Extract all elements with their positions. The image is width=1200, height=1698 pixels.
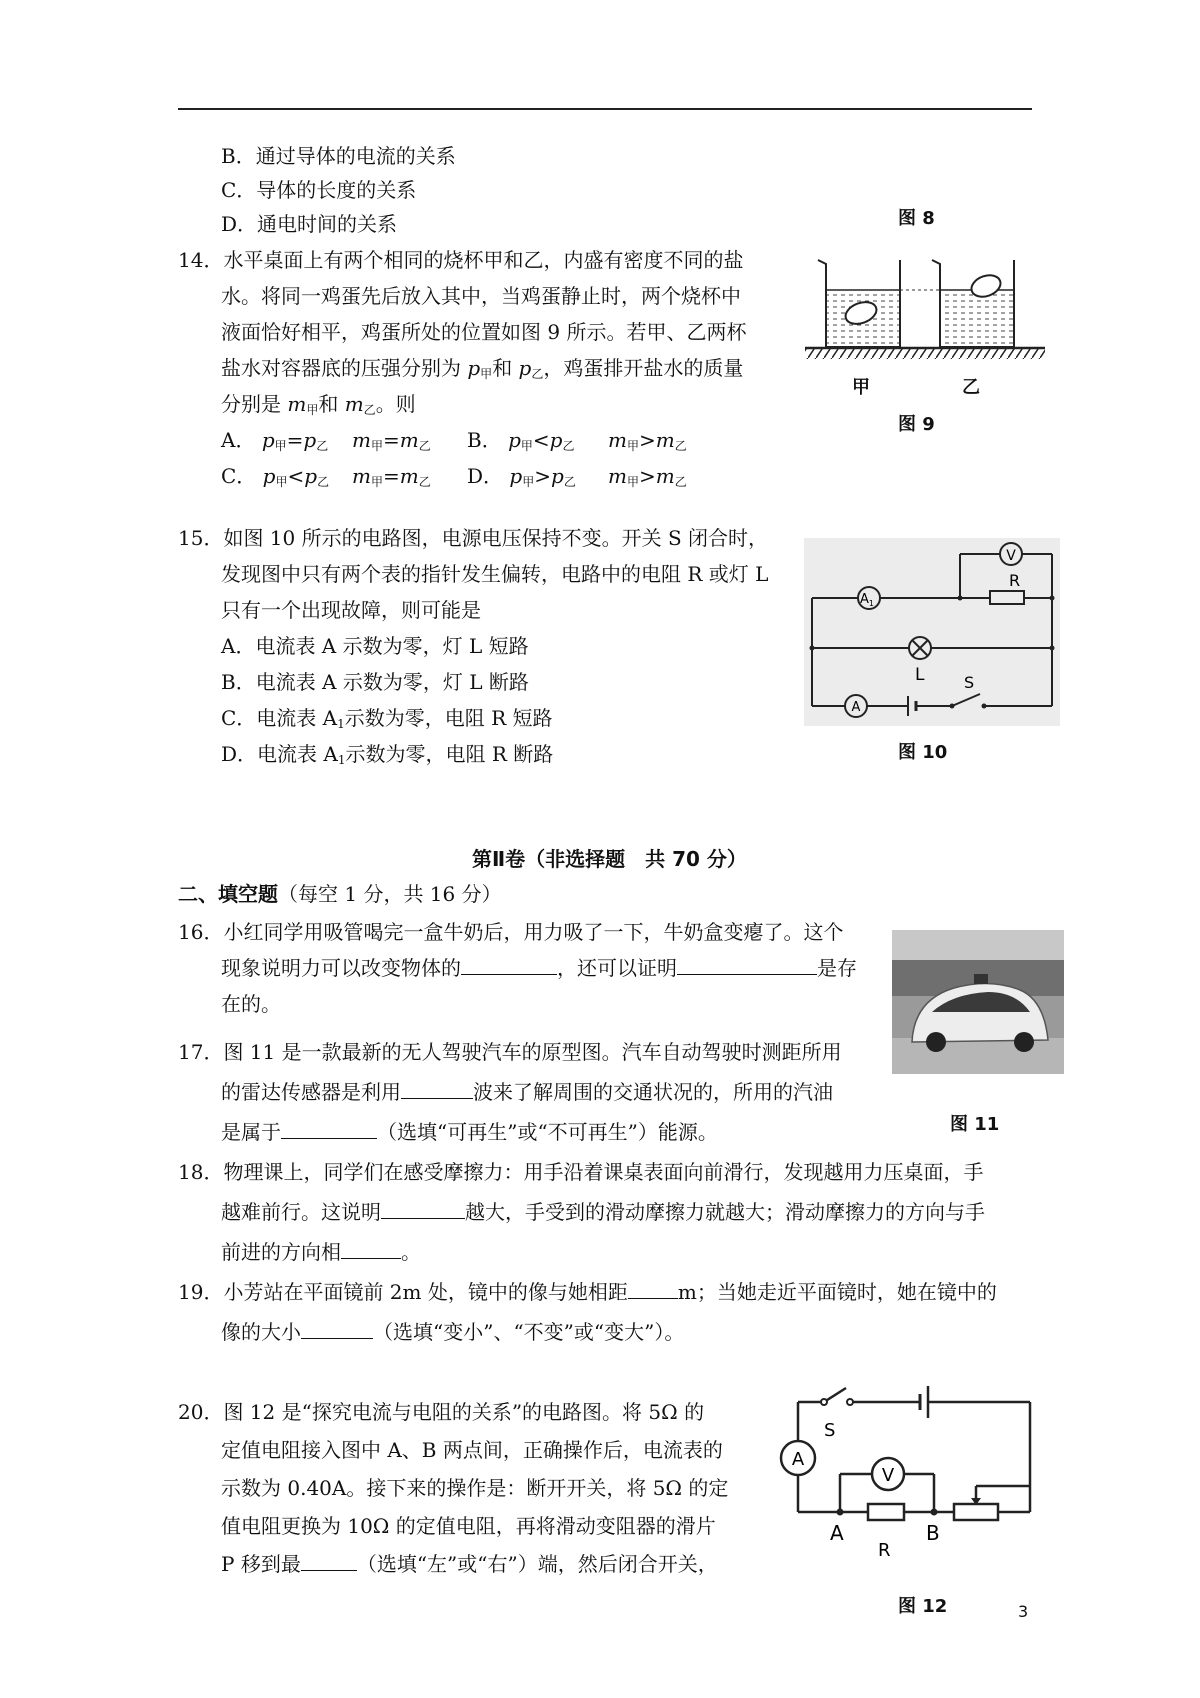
fig8-caption: 图 8 bbox=[898, 208, 935, 229]
q15-option-c: C．电流表 $A_1$示数为零，电阻 R 短路 bbox=[221, 706, 553, 731]
q14-option-a-mass: $m_甲=m_乙$ bbox=[352, 428, 431, 453]
fig12-circuit bbox=[778, 1380, 1040, 1575]
q18-line1: 18．物理课上，同学们在感受摩擦力：用手沿着课桌表面向前滑行，发现越用力压桌面，手 bbox=[178, 1160, 984, 1184]
fig10-voltmeter-label: V bbox=[1006, 548, 1016, 564]
q15-option-a: A．电流表 A 示数为零，灯 L 短路 bbox=[221, 634, 529, 658]
q14-line4: 盐水对容器底的压强分别为 $p_甲$和 $p_乙$，鸡蛋排开盐水的质量 bbox=[221, 356, 744, 381]
fig10-ammeter-a1-label: $A_1$ bbox=[860, 592, 874, 608]
q17-line2: 的雷达传感器是利用 波来了解周围的交通状况的，所用的汽油 bbox=[221, 1080, 833, 1104]
fig10-switch-label: S bbox=[964, 673, 975, 692]
page-number: 3 bbox=[1018, 1602, 1029, 1621]
q14-option-a: A． $p_甲=p_乙$ bbox=[221, 428, 329, 453]
fig10-lamp-label: L bbox=[915, 665, 925, 685]
q14-line2: 水。将同一鸡蛋先后放入其中，当鸡蛋静止时，两个烧杯中 bbox=[221, 284, 741, 308]
fig9-label-yi: 乙 bbox=[962, 377, 980, 398]
fig12-point-b-label: B bbox=[926, 1521, 940, 1545]
q18-line2: 越难前行。这说明 越大，手受到的滑动摩擦力就越大；滑动摩擦力的方向与手 bbox=[221, 1200, 985, 1224]
q16-line2: 现象说明力可以改变物体的 ，还可以证明 是存 bbox=[221, 956, 857, 980]
q14-line1: 14．水平桌面上有两个相同的烧杯甲和乙，内盛有密度不同的盐 bbox=[178, 248, 744, 272]
q18-line3: 前进的方向相 。 bbox=[221, 1240, 421, 1264]
q14-line3: 液面恰好相平，鸡蛋所处的位置如图 9 所示。若甲、乙两杯 bbox=[221, 320, 747, 344]
q14-option-c-mass: $m_甲=m_乙$ bbox=[352, 464, 431, 489]
q17-line3: 是属于 （选填“可再生”或“不可再生”）能源。 bbox=[221, 1120, 718, 1144]
fig12-point-a-label: A bbox=[830, 1521, 844, 1545]
q20-line4: 值电阻更换为 10Ω 的定值电阻，再将滑动变阻器的滑片 bbox=[221, 1514, 716, 1538]
q15-line1: 15．如图 10 所示的电路图，电源电压保持不变。开关 S 闭合时， bbox=[178, 526, 769, 550]
q13-option-c: C．导体的长度的关系 bbox=[221, 178, 417, 202]
q13-option-d: D．通电时间的关系 bbox=[221, 212, 398, 236]
q14-option-d: D． $p_甲>p_乙$ bbox=[467, 464, 576, 489]
fig9-label-jia: 甲 bbox=[852, 377, 870, 398]
fig10-ammeter-a-label: A bbox=[851, 700, 861, 715]
fig12-switch-label: S bbox=[824, 1420, 836, 1441]
fig12-ammeter-label: A bbox=[791, 1449, 805, 1470]
q17-line1: 17．图 11 是一款最新的无人驾驶汽车的原型图。汽车自动驾驶时测距所用 bbox=[178, 1040, 842, 1064]
q19-line2: 像的大小 （选填“变小”、“不变”或“变大”）。 bbox=[221, 1320, 685, 1344]
q16-line1: 16．小红同学用吸管喝完一盒牛奶后，用力吸了一下，牛奶盒变瘪了。这个 bbox=[178, 920, 844, 944]
q15-option-d: D．电流表 $A_1$示数为零，电阻 R 断路 bbox=[221, 742, 554, 767]
fig12-resistor-label: R bbox=[878, 1540, 891, 1561]
section-heading: 二、填空题（每空 1 分，共 16 分） bbox=[178, 882, 502, 906]
q15-option-b: B．电流表 A 示数为零，灯 L 断路 bbox=[221, 670, 529, 694]
fig12-caption: 图 12 bbox=[898, 1596, 948, 1617]
q14-option-d-mass: $m_甲>m_乙$ bbox=[608, 464, 687, 489]
q16-line3: 在的。 bbox=[221, 992, 281, 1016]
q15-line2: 发现图中只有两个表的指针发生偏转，电路中的电阻 R 或灯 L bbox=[221, 562, 769, 586]
q14-option-b: B． $p_甲<p_乙$ bbox=[467, 428, 575, 453]
fig11-caption: 图 11 bbox=[950, 1114, 1000, 1135]
q20-line1: 20．图 12 是“探究电流与电阻的关系”的电路图。将 5Ω 的 bbox=[178, 1400, 705, 1424]
q20-line2: 定值电阻接入图中 A、B 两点间，正确操作后，电流表的 bbox=[221, 1438, 723, 1462]
q15-line3: 只有一个出现故障，则可能是 bbox=[221, 598, 481, 622]
q14-option-b-mass: $m_甲>m_乙$ bbox=[608, 428, 687, 453]
q20-line3: 示数为 0.40A。接下来的操作是：断开开关，将 5Ω 的定 bbox=[221, 1476, 729, 1500]
fig9-caption: 图 9 bbox=[898, 414, 935, 435]
q19-line1: 19．小芳站在平面镜前 2m 处，镜中的像与她相距 m；当她走近平面镜时，她在镜中的 bbox=[178, 1280, 997, 1304]
header-rule bbox=[178, 108, 1032, 110]
section-title: 第Ⅱ卷（非选择题 共 70 分） bbox=[472, 847, 747, 871]
q14-option-c: C． $p_甲<p_乙$ bbox=[221, 464, 330, 489]
q14-line5: 分别是 $m_甲$和 $m_乙$。则 bbox=[221, 392, 416, 417]
fig10-caption: 图 10 bbox=[898, 742, 948, 763]
fig11-car-photo bbox=[892, 930, 1064, 1074]
fig9-beakers bbox=[800, 250, 1045, 360]
fig10-resistor-label: R bbox=[1009, 571, 1021, 590]
fig10-circuit bbox=[804, 538, 1060, 726]
q13-option-b: B．通过导体的电流的关系 bbox=[221, 144, 456, 168]
fig12-voltmeter-label: V bbox=[881, 1465, 895, 1486]
q20-line5: P 移到最 （选填“左”或“右”）端，然后闭合开关， bbox=[221, 1552, 718, 1576]
